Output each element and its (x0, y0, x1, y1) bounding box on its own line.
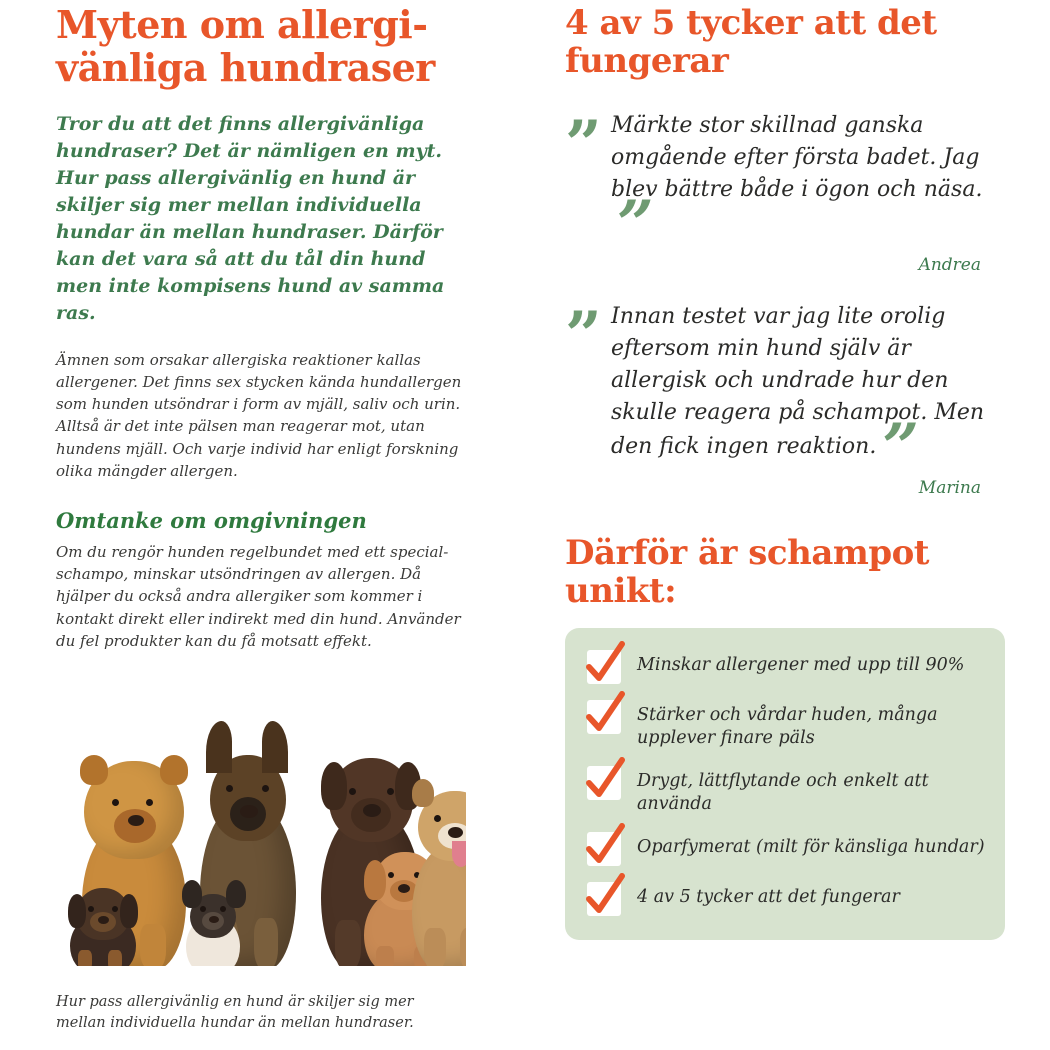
benefit-item (587, 832, 985, 866)
testimonial-1-text (611, 110, 1005, 263)
testimonial-2-body: Innan testet var jag lite orolig eftersom min hund själv är allergisk och undrade hur den skulle reagera på schampot. Men den fick ingen reaktion. (611, 303, 985, 460)
benefit-label: Oparfymerat (milt för känsliga hundar) (637, 837, 985, 858)
photo-caption: Hur pass allergivänlig en hund är skiljer sig mer mellan individuella hundar än mellan hundraser. (56, 993, 414, 1031)
quote-open-icon: ” (565, 107, 599, 183)
body-paragraph-1: Ämnen som orsakar allergiska reaktioner kallas allergener. Det finns sex stycken kända hundallergen som hunden utsöndrar i form av mjäll, saliv och urin. Alltså är det inte pälsen man reagerar mot, utan hundens mjäll. Och varje individ har enligt forskning olika mängder allergen. (56, 350, 462, 480)
quote-open-icon: ” (565, 297, 599, 373)
body-paragraph-2: Om du rengör hunden regelbundet med ett special-schampo, minskar utsöndringen av allergen. Då hjälper du också andra allergiker som kommer i kontakt direkt eller indirekt med din hund. Använder du fel produkter kan du få motsatt effekt. (56, 542, 461, 650)
dog-dachshund (64, 872, 142, 972)
subheading-environment: Omtanke om omgivningen (56, 507, 367, 533)
testimonial-1 (565, 107, 1005, 275)
benefit-label: Minskar allergener med upp till 90% (637, 654, 965, 675)
checkmark-icon (587, 832, 621, 866)
testimonial-2-text (611, 301, 1005, 486)
benefit-item (587, 700, 985, 750)
dogs-photo (56, 678, 466, 978)
quote-close-icon: ” (617, 187, 651, 263)
checkmark-icon (587, 882, 621, 916)
testimonial-2 (565, 297, 1005, 498)
right-headline: 4 av 5 tycker att det fungerar (565, 3, 937, 82)
benefit-item (587, 766, 985, 816)
checkmark-icon (587, 700, 621, 734)
left-column (56, 4, 466, 1048)
testimonial-2-author: Marina (918, 477, 981, 498)
benefit-label: Stärker och vårdar huden, många upplever finare päls (637, 704, 938, 748)
dog-terrier (408, 775, 466, 970)
testimonial-1-author: Andrea (918, 254, 981, 275)
photo-base (56, 966, 466, 978)
checkmark-icon (587, 650, 621, 684)
benefit-item (587, 650, 985, 684)
left-headline: Myten om allergi-vänliga hundraser (56, 2, 435, 90)
benefits-headline: Därför är schampot unikt: (565, 532, 929, 611)
lead-paragraph: Tror du att det finns allergivänliga hundraser? Det är nämligen en myt. Hur pass allergivänlig en hund är skiljer sig mer mellan individuella hundar än mellan hundraser. Därför kan det vara så att du tål din hund men inte kompisens hund av samma ras. (56, 113, 445, 324)
testimonial-1-body: Märkte stor skillnad ganska omgående efter första badet. Jag blev bättre både i ögon och näsa. (611, 113, 983, 203)
benefit-label: 4 av 5 tycker att det fungerar (637, 887, 900, 908)
dog-chihuahua (178, 876, 248, 972)
right-column (565, 4, 1005, 940)
benefits-panel (565, 628, 1005, 940)
checkmark-icon (587, 766, 621, 800)
quote-close-icon: ” (882, 410, 917, 486)
benefit-label: Drygt, lättflytande och enkelt att använda (637, 771, 929, 815)
benefit-item (587, 882, 985, 916)
